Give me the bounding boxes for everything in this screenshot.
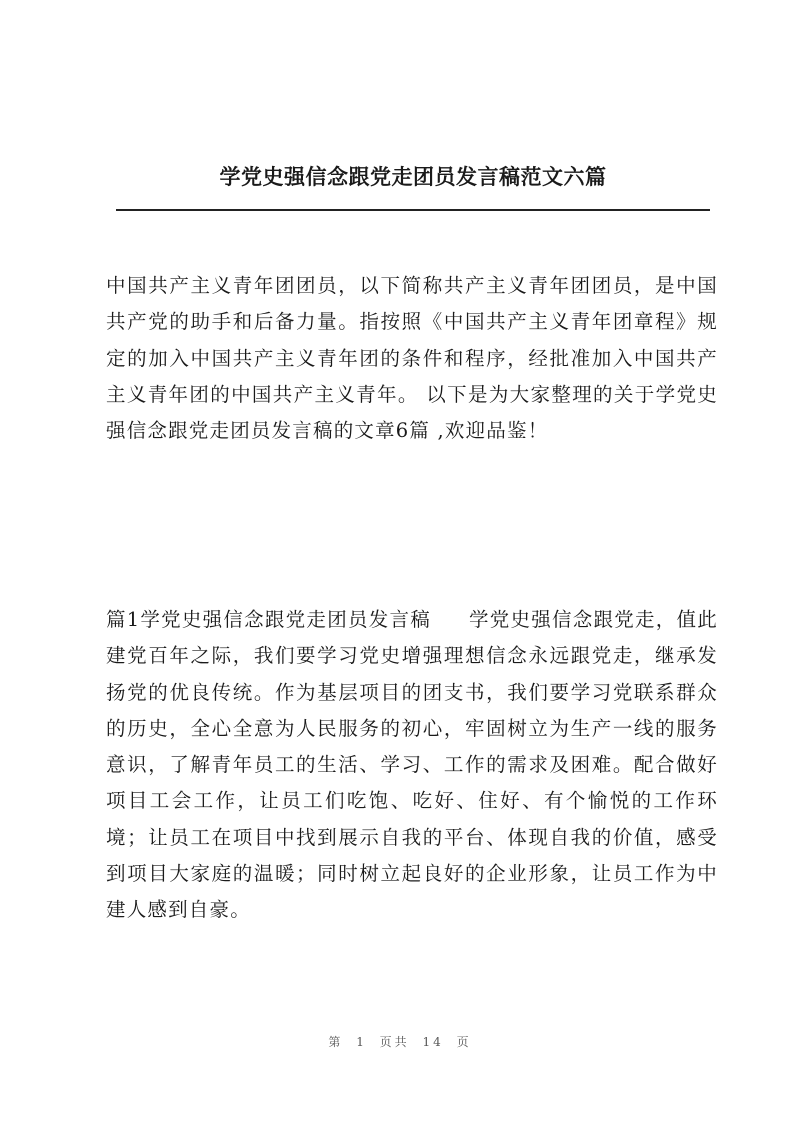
section-1-heading: 篇1学党史强信念跟党走团员发言稿 <box>106 608 431 631</box>
document-title: 学党史强信念跟党走团员发言稿范文六篇 <box>219 164 607 189</box>
page-footer: 第 1 页共 14 页 <box>328 1035 472 1049</box>
section-1-paragraph <box>106 602 718 929</box>
intro-paragraph: 中国共产主义青年团团员，以下简称共产主义青年团团员，是中国共产党的助手和后备力量。指按照《中国共产主义青年团章程》规定的加入中国共产主义青年团的条件和程序，经批准加入中国共产主义青年团的中国共产主义青年。 以下是为大家整理的关于学党史强信念跟党走团员发言稿的文章6篇 ,欢迎品鉴！ <box>106 274 718 443</box>
section-1-body: 学党史强信念跟党走，值此建党百年之际，我们要学习党史增强理想信念永远跟党走，继承发扬党的优良传统。作为基层项目的团支书，我们要学习党联系群众的历史，全心全意为人民服务的初心，牢固树立为生产一线的服务意识，了解青年员工的生活、学习、工作的需求及困难。配合做好项目工会工作，让员工们吃饱、吃好、住好、有个愉悦的工作环境；让员工在项目中找到展示自我的平台、体现自我的价值，感受到项目大家庭的温暖；同时树立起良好的企业形象，让员工作为中建人感到自豪。 <box>106 608 719 922</box>
title-divider <box>116 209 710 211</box>
